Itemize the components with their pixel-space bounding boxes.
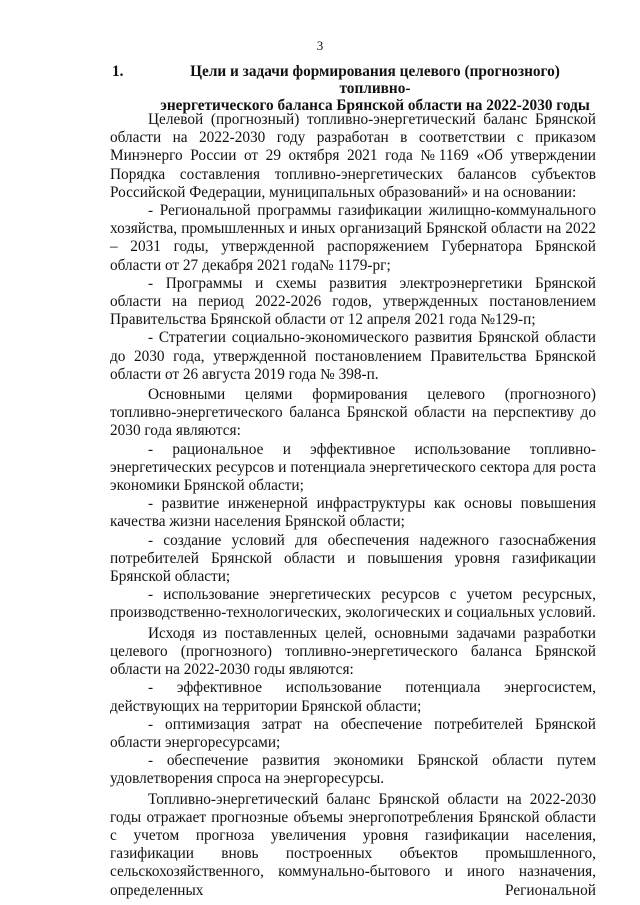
- list-item-goal: - создание условий для обеспечения надежного газоснабжения потребителей Брянской области и повышения уровня газификации Брянской области;: [110, 531, 596, 586]
- paragraph-tasks-intro: Исходя из поставленных целей, основными задачами разработки целевого (прогнозного) топливно-энергетического баланса Брянской области на 2022-2030 годы являются:: [110, 624, 596, 679]
- paragraph-goals-intro: Основными целями формирования целевого (прогнозного) топливно-энергетического баланса Брянской области на перспективу до 2030 года являются:: [110, 386, 596, 440]
- paragraph-balance: Топливно-энергетический баланс Брянской области на 2022-2030 годы отражает прогнозные объемы энергопотребления Брянской области с учетом прогноза увеличения уровня газификации населения, газификации вновь построенных объектов промышленного, сельскохозяйственного, коммунально-бытового и иного назначения, определенных Региональной: [110, 790, 596, 899]
- section-number: 1.: [112, 63, 124, 80]
- list-item-goal: - рациональное и эффективное использование топливно-энергетических ресурсов и потенциала энергетического сектора для роста экономики Брянской области;: [110, 440, 596, 495]
- page-number: 3: [316, 38, 324, 53]
- list-item-goal: - использование энергетических ресурсов с учетом ресурсных, производственно-технологических, экологических и социальных условий.: [110, 586, 596, 622]
- list-item-basis: - Стратегии социально-экономического развития Брянской области до 2030 года, утвержденной постановлением Правительства Брянской области от 26 августа 2019 года № 398-п.: [110, 329, 596, 383]
- section-heading: [112, 63, 592, 114]
- section-title: Цели и задачи формирования целевого (прогнозного) топливно- энергетического баланса Брянской области на 2022-2030 годы: [160, 63, 590, 114]
- paragraph-intro: Целевой (прогнозный) топливно-энергетический баланс Брянской области на 2022-2030 году разработан в соответствии с приказом Минэнерго России от 29 октября 2021 года №1169 «Об утверждении Порядка составления топливно-энергетических балансов субъектов Российской Федерации, муниципальных образований» и на основании:: [110, 111, 596, 201]
- document-body: [110, 111, 596, 900]
- list-item-task: - обеспечение развития экономики Брянской области путем удовлетворения спроса на энергоресурсы.: [110, 752, 596, 788]
- list-item-goal: - развитие инженерной инфраструктуры как основы повышения качества жизни населения Брянской области;: [110, 495, 596, 531]
- list-item-basis: - Программы и схемы развития электроэнергетики Брянской области на период 2022-2026 годов, утвержденных постановлением Правительства Брянской области от 12 апреля 2021 года №129-п;: [110, 274, 596, 329]
- list-item-task: - эффективное использование потенциала энергосистем, действующих на территории Брянской области;: [110, 679, 596, 715]
- list-item-basis: - Региональной программы газификации жилищно-коммунального хозяйства, промышленных и иных организаций Брянской области на 2022 – 2031 годы, утвержденной распоряжением Губернатора Брянской области от 27 декабря 2021 года№ 1179-рг;: [110, 202, 596, 274]
- list-item-task: - оптимизация затрат на обеспечение потребителей Брянской области энергоресурсами;: [110, 715, 596, 751]
